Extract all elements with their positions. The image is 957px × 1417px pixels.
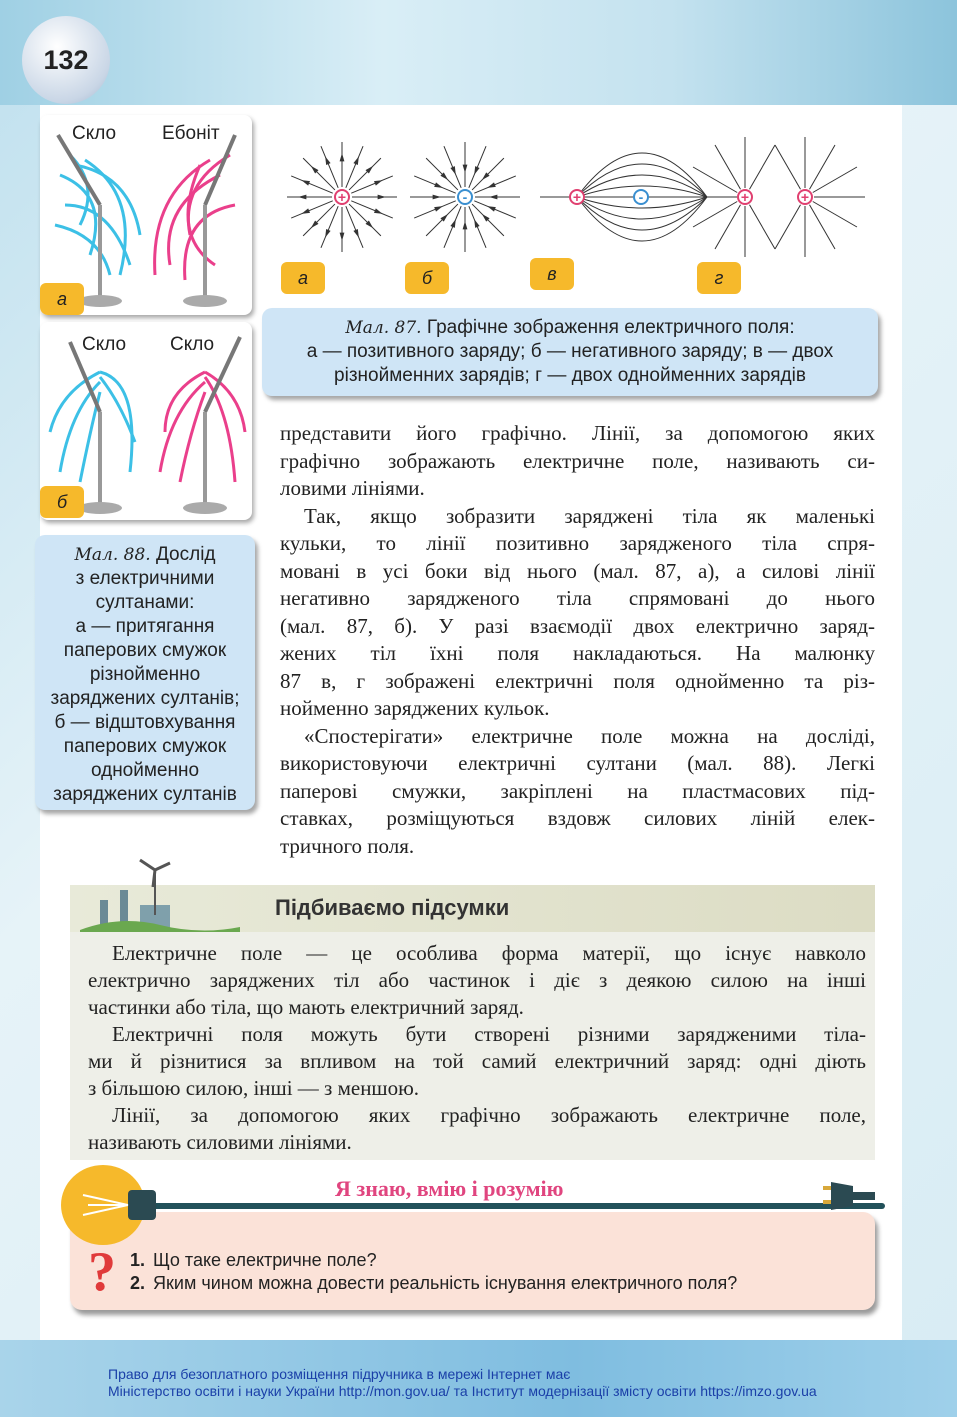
- caption-line: [262, 364, 878, 388]
- arrow-icon: [378, 195, 386, 200]
- arrow-icon: [298, 195, 306, 200]
- figure-number: Мал. 87.: [345, 318, 422, 338]
- tag-87a: а: [281, 262, 325, 294]
- text-line: 87 в, г зображені електричні поля однойменно та різ-: [280, 668, 875, 693]
- text-line: використовуючи електричні султани (мал. 88). Легкі: [280, 751, 875, 775]
- caption-text: а — притягання: [75, 616, 215, 637]
- fig88-panel-b: [40, 322, 252, 520]
- tag-a: а: [40, 283, 84, 315]
- tag-87v: в: [530, 258, 574, 290]
- plug-icon: [818, 1178, 880, 1218]
- caption-text: з електричними: [75, 568, 215, 589]
- text-line: ми й різнитися за впливом на той самий електричний заряд: одні діють: [88, 1049, 866, 1073]
- like-charges-field-line: [693, 167, 737, 193]
- caption-text: заряджених султанів;: [50, 688, 240, 709]
- text-line: ловими лініями.: [280, 476, 425, 500]
- text-line: «Спостерігати» електричне поле можна на досліді,: [304, 723, 875, 748]
- caption-text: різнойменних зарядів; г — двох однойменних зарядів: [334, 365, 806, 386]
- like-charges-field-line: [813, 202, 857, 228]
- figure-number: Мал. 88.: [74, 545, 151, 565]
- positive-charge-field-line: [346, 146, 363, 188]
- summary-text: [88, 940, 866, 1156]
- text-line: паперові смужки, закріплені на пластмасових під-: [280, 778, 875, 803]
- tag-87g: г: [697, 262, 741, 294]
- caption-line: [262, 316, 878, 340]
- caption-line: [35, 543, 255, 567]
- like-charges-field-line: [715, 145, 741, 189]
- page-number: 132: [22, 16, 110, 104]
- text-line: мовані в усі боки від нього (мал. 87, а), а силові лінії: [280, 558, 875, 583]
- text-line: Електричне поле — це особлива форма матерії, що існує навколо: [112, 941, 866, 965]
- caption-text: а — позитивного заряду; б — негативного заряду; в — двох: [306, 341, 834, 362]
- text-line: називають силовими лініями.: [88, 1130, 352, 1154]
- question-1: [130, 1250, 377, 1271]
- caption-text: б — відштовхування: [54, 712, 236, 733]
- positive-charge-field-line: [291, 176, 333, 193]
- footer-line-1: Право для безоплатного розміщення підручника в мережі Інтернет має: [108, 1366, 571, 1382]
- text-line: Лінії, за допомогою яких графічно зображають електричне поле,: [112, 1103, 866, 1127]
- caption-text: Графічне зображення електричного поля:: [426, 317, 795, 338]
- caption-text: паперових смужок: [63, 640, 227, 661]
- arrow-icon: [301, 180, 310, 185]
- negative-charge-field-line: [414, 176, 456, 193]
- arrow-icon: [487, 182, 496, 187]
- arrow-icon: [340, 153, 345, 161]
- positive-charge-sign: +: [337, 189, 347, 205]
- text-line: кульки, то лінії позитивно зарядженого тіла спря-: [280, 531, 875, 555]
- caption-line: [35, 783, 255, 807]
- negative-charge-field-line: [472, 204, 504, 236]
- positive-charge-field-line: [321, 146, 338, 188]
- negative-charge-field-line: [414, 201, 456, 218]
- label-glass-left: Скло: [82, 334, 127, 355]
- negative-charge-field-line: [474, 176, 516, 193]
- caption-line: [262, 340, 878, 364]
- arrow-icon: [340, 233, 345, 241]
- text-line: тричного поля.: [280, 833, 415, 858]
- text-line: негативно зарядженого тіла спрямовані до нього: [280, 586, 875, 610]
- negative-charge-field-line: [444, 146, 461, 188]
- text-line: з більшою силою, інші — з меншою.: [88, 1076, 420, 1100]
- caption-line: [35, 687, 255, 711]
- field-lines-diagrams: [275, 120, 885, 270]
- question-number: 1.: [130, 1250, 146, 1270]
- arrow-icon: [374, 180, 383, 185]
- cord-decoration: [150, 1203, 885, 1209]
- like-charge-0-sign: +: [740, 189, 750, 205]
- arrow-icon: [474, 219, 479, 228]
- tag-b: б: [40, 486, 84, 518]
- arrow-icon: [353, 156, 358, 165]
- positive-charge-field-line: [321, 206, 338, 248]
- text-line: електрично заряджених тіл або частинок і діє з деякою силою на інші: [88, 968, 866, 992]
- arrow-icon: [463, 165, 468, 173]
- arrow-icon: [450, 219, 455, 228]
- question-number: 2.: [130, 1273, 146, 1293]
- arrow-icon: [433, 195, 441, 200]
- positive-charge-field-line: [351, 176, 393, 193]
- light-bulb-icon: [58, 1160, 158, 1250]
- arrow-icon: [434, 206, 443, 211]
- arrow-icon: [374, 208, 383, 213]
- negative-charge-field-line: [472, 158, 504, 190]
- footer-line-2: Міністерство освіти і науки України http://mon.gov.ua/ та Інститут модернізації змісту освіти https://imzo.gov.ua: [108, 1383, 817, 1399]
- power-plant-icon: [80, 855, 250, 933]
- positive-charge-field-line: [351, 201, 393, 218]
- like-charges-field-line: [715, 205, 741, 249]
- arrow-icon: [489, 195, 497, 200]
- caption-text: султанами:: [95, 592, 195, 613]
- like-charge-1-sign: +: [800, 189, 810, 205]
- caption-line: [35, 759, 255, 783]
- arrow-icon: [301, 208, 310, 213]
- negative-charge-sign: -: [462, 189, 468, 205]
- arrow-icon: [487, 206, 496, 211]
- caption-line: [35, 615, 255, 639]
- question-mark-icon: ?: [88, 1241, 116, 1303]
- positive-charge-field-line: [346, 206, 363, 248]
- like-charges-field-line: [775, 145, 801, 189]
- negative-charge-field-line: [469, 146, 486, 188]
- caption-line: [35, 567, 255, 591]
- caption-text: паперових смужок: [63, 736, 227, 757]
- fig88-caption: [35, 535, 255, 810]
- text-line: Так, якщо зобразити заряджені тіла як маленькі: [304, 503, 875, 528]
- text-line: жених тіл їхні поля накладаються. На малюнку: [280, 641, 875, 665]
- arrow-icon: [325, 229, 330, 238]
- dipole-positive-sign: +: [572, 189, 582, 205]
- arrow-icon: [434, 182, 443, 187]
- negative-charge-field-line: [444, 206, 461, 248]
- negative-charge-field-line: [469, 206, 486, 248]
- text-line: ставках, розміщуються вздовж силових ліній елек-: [280, 806, 875, 830]
- arrow-icon: [474, 166, 479, 175]
- dipole-negative-sign: -: [638, 189, 644, 205]
- caption-text: різнойменно: [89, 664, 201, 685]
- body-text: [280, 420, 875, 860]
- text-line: нойменно заряджених кульок.: [280, 696, 550, 720]
- page-header-decoration: [0, 0, 957, 105]
- like-charges-field-line: [775, 205, 801, 249]
- caption-text: однойменно: [90, 760, 200, 781]
- fig88-panel-a: [40, 115, 252, 315]
- negative-charge-field-line: [474, 201, 516, 218]
- caption-line: [35, 591, 255, 615]
- question-2: [130, 1273, 737, 1294]
- label-glass: Скло: [72, 123, 117, 144]
- question-text: Яким чином можна довести реальність існування електричного поля?: [153, 1273, 738, 1293]
- like-charges-field-line: [810, 205, 836, 249]
- text-line: частинки або тіла, що мають електричний заряд.: [88, 995, 524, 1019]
- question-text: Що таке електричне поле?: [153, 1250, 377, 1270]
- caption-line: [35, 735, 255, 759]
- negative-charge-field-line: [426, 158, 458, 190]
- caption-line: [35, 639, 255, 663]
- label-glass-right: Скло: [170, 334, 215, 355]
- like-charges-field-line: [750, 205, 776, 249]
- arrow-icon: [325, 156, 330, 165]
- negative-charge-field-line: [426, 204, 458, 236]
- positive-charge-field-line: [291, 201, 333, 218]
- caption-text: Дослід: [155, 544, 216, 565]
- text-line: представити його графічно. Лінії, за допомогою яких: [280, 421, 875, 445]
- tag-87b: б: [405, 262, 449, 294]
- arrow-icon: [463, 221, 468, 229]
- fig87-caption: [262, 308, 878, 396]
- text-line: графічно зображають електричне поле, називають си-: [280, 448, 875, 473]
- caption-line: [35, 711, 255, 735]
- like-charges-field-line: [750, 145, 776, 189]
- summary-title: Підбиваємо підсумки: [275, 895, 510, 920]
- caption-text: заряджених султанів: [53, 784, 237, 805]
- text-line: Електричні поля можуть бути створені різними зарядженими тіла-: [112, 1022, 866, 1046]
- text-line: (мал. 87, б). У разі взаємодії двох електрично заряд-: [280, 613, 875, 638]
- caption-line: [35, 663, 255, 687]
- arrow-icon: [353, 229, 358, 238]
- like-charges-field-line: [693, 202, 737, 228]
- label-ebonite: Ебоніт: [162, 123, 220, 144]
- quiz-title: Я знаю, вмію і розумію: [335, 1176, 564, 1201]
- like-charges-field-line: [810, 145, 836, 189]
- arrow-icon: [450, 166, 455, 175]
- like-charges-field-line: [813, 167, 857, 193]
